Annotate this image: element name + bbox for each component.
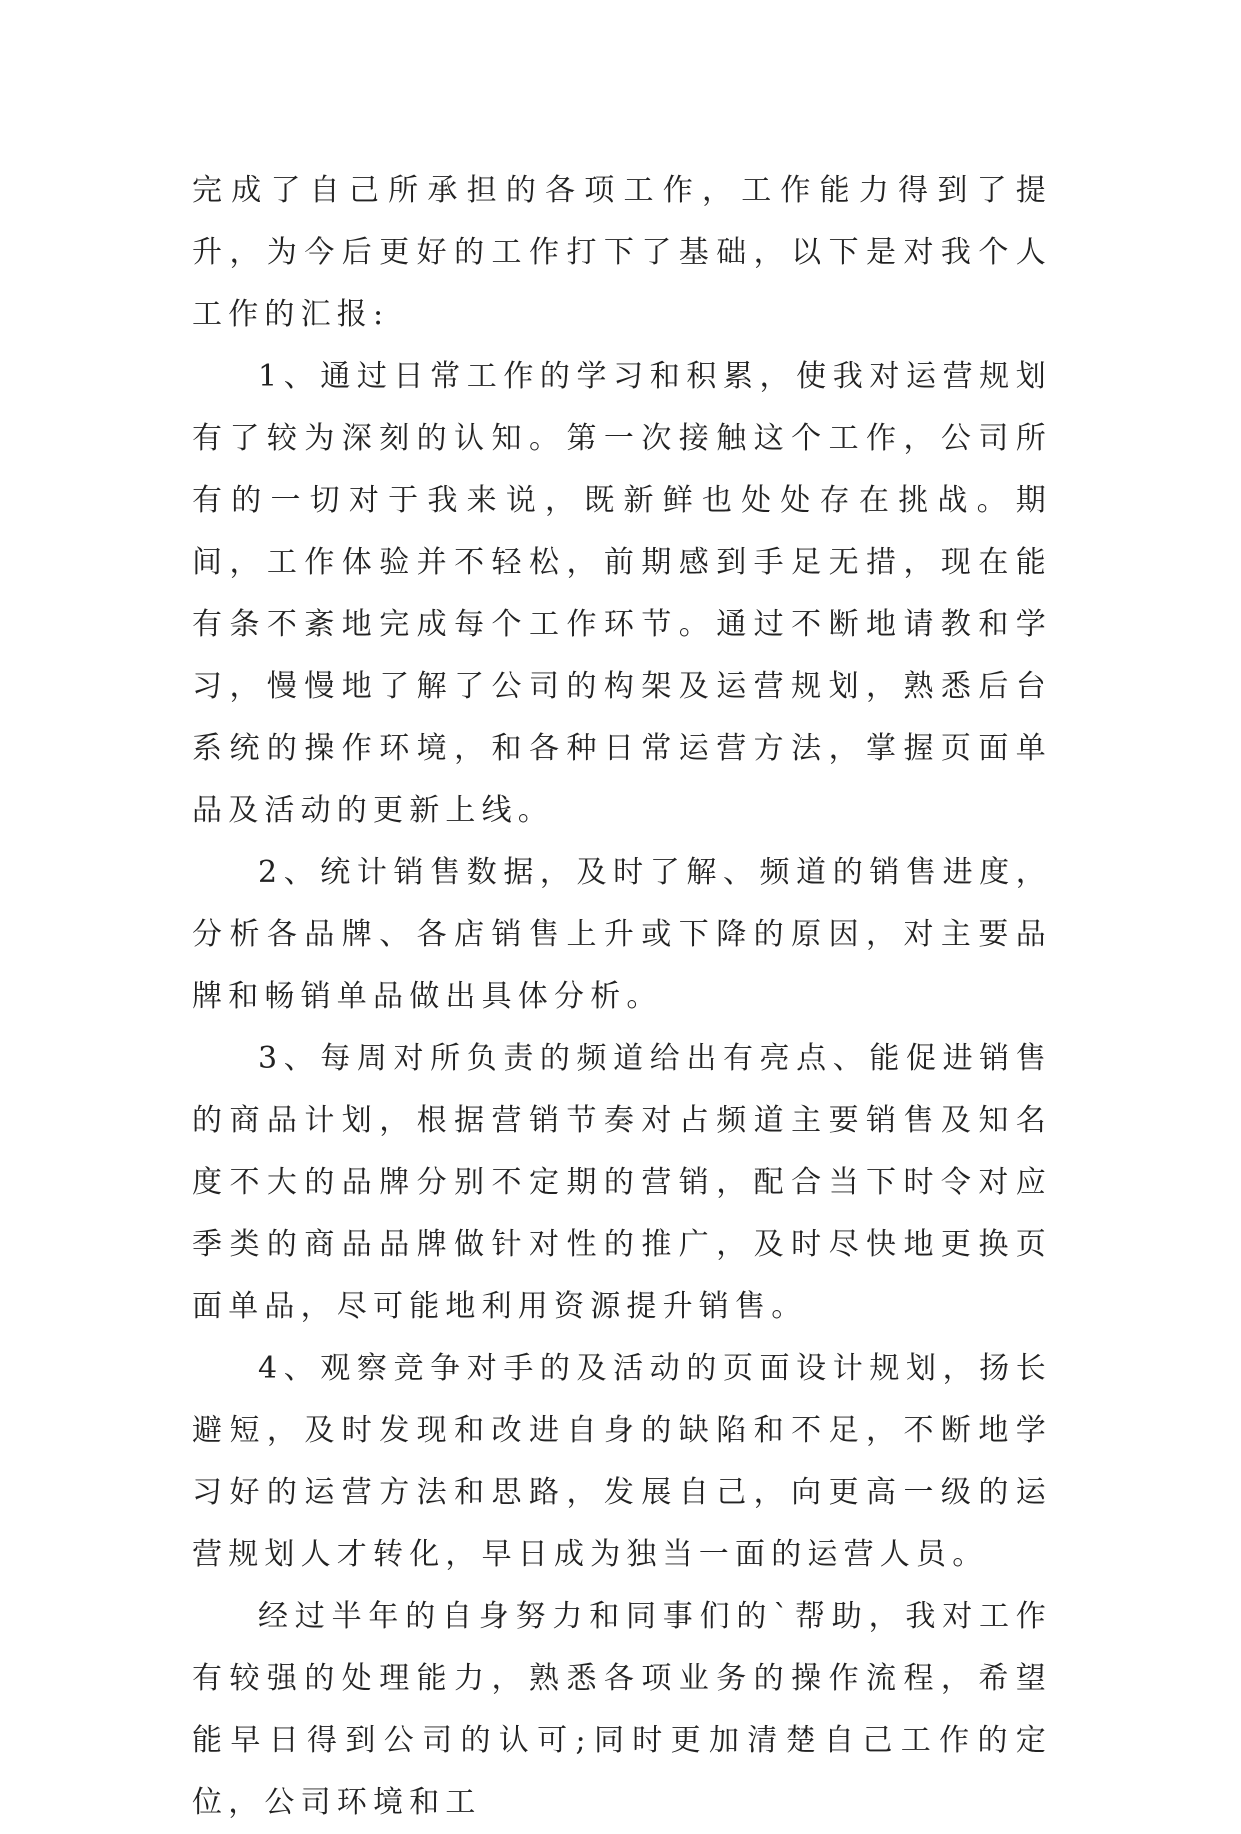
paragraph-item-3: 3、每周对所负责的频道给出有亮点、能促进销售的商品计划，根据营销节奏对占频道主要销售及知名度不大的品牌分别不定期的营销，配合当下时令对应季类的商品品牌做针对性的推广，及时尽快地更换页面单品，尽可能地利用资源提升销售。 [192, 1041, 1052, 1324]
paragraph-item-2: 2、统计销售数据，及时了解、频道的销售进度，分析各品牌、各店销售上升或下降的原因，对主要品牌和畅销单品做出具体分析。 [192, 855, 1052, 1014]
paragraph-item-4: 4、观察竞争对手的及活动的页面设计规划，扬长避短，及时发现和改进自身的缺陷和不足，不断地学习好的运营方法和思路，发展自己，向更高一级的运营规划人才转化，早日成为独当一面的运营人员。 [192, 1351, 1052, 1572]
paragraph-conclusion: 经过半年的自身努力和同事们的`帮助，我对工作有较强的处理能力，熟悉各项业务的操作流程，希望能早日得到公司的认可;同时更加清楚自己工作的定位，公司环境和工 [192, 1599, 1052, 1820]
paragraph-item-1: 1、通过日常工作的学习和积累，使我对运营规划有了较为深刻的认知。第一次接触这个工作，公司所有的一切对于我来说，既新鲜也处处存在挑战。期间，工作体验并不轻松，前期感到手足无措，现在能有条不紊地完成每个工作环节。通过不断地请教和学习，慢慢地了解了公司的构架及运营规划，熟悉后台系统的操作环境，和各种日常运营方法，掌握页面单品及活动的更新上线。 [192, 359, 1052, 828]
paragraph-intro: 完成了自己所承担的各项工作，工作能力得到了提升，为今后更好的工作打下了基础，以下是对我个人工作的汇报: [192, 173, 1052, 332]
document-body [192, 160, 1052, 1834]
